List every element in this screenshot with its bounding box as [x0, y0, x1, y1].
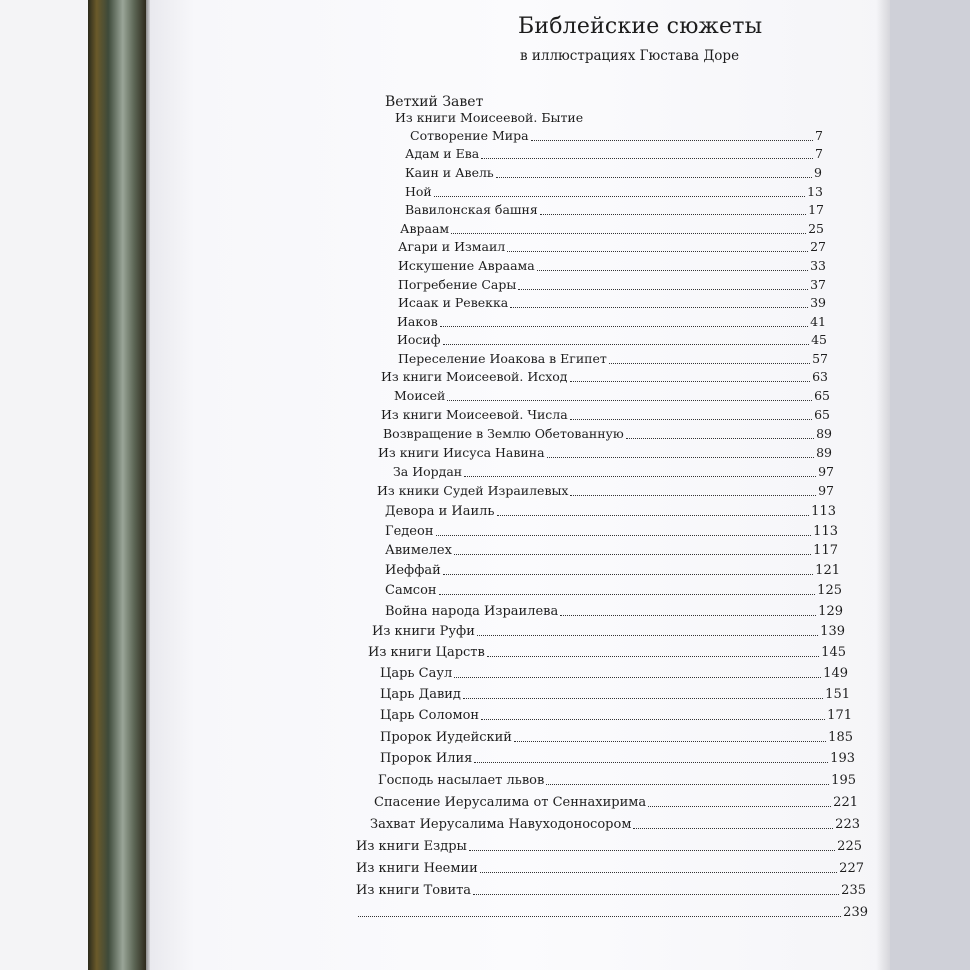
toc-entry-page: 235: [841, 883, 866, 898]
toc-entry-page: 89: [816, 426, 832, 441]
toc-entry-page: 89: [816, 445, 832, 460]
toc-leader-dots: [540, 214, 806, 215]
toc-entry-page: 223: [835, 817, 860, 832]
toc-entry-title: Переселение Иоакова в Египет: [398, 351, 607, 366]
toc-entry-title: За Иордан: [393, 464, 463, 479]
toc-leader-dots: [454, 554, 811, 555]
toc-entry-page: 27: [810, 239, 826, 254]
toc-entry: [400, 223, 824, 236]
toc-entry: [380, 667, 848, 680]
book-title: Библейские сюжеты: [518, 14, 763, 39]
toc-entry-page: 125: [817, 583, 842, 598]
page-edge-shadow: [876, 0, 890, 970]
toc-entry-title: Царь Давид: [380, 687, 461, 702]
toc-entry-page: 37: [810, 277, 826, 292]
toc-entry-title: Из кники Судей Израилевых: [377, 483, 569, 498]
toc-entry-page: 17: [808, 202, 824, 217]
toc-entry-page: 45: [811, 332, 827, 347]
toc-leader-dots: [358, 916, 841, 917]
toc-entry-page: 139: [820, 624, 845, 639]
toc-entry-page: 113: [811, 504, 836, 519]
toc-entry-title: Девора и Иаиль: [385, 504, 495, 519]
toc-entry-title: Погребение Сары: [398, 277, 517, 292]
toc-entry-title: Из книги Иисуса Навина: [378, 445, 545, 460]
toc-entry-title: Спасение Иерусалима от Сеннахирима: [374, 795, 647, 810]
toc-entry: [405, 186, 823, 199]
toc-entry-title: Господь насылает львов: [378, 773, 545, 788]
toc-entry-page: 63: [812, 369, 828, 384]
toc-entry-page: 25: [808, 221, 824, 236]
toc-entry-title: Самсон: [385, 583, 437, 598]
toc-entry-title: Иеффай: [385, 563, 441, 578]
toc-entry-page: 97: [818, 483, 834, 498]
toc-leader-dots: [436, 535, 812, 536]
toc-entry-title: Царь Саул: [380, 666, 453, 681]
toc-leader-dots: [473, 894, 839, 895]
toc-entry-title: Война народа Израилева: [385, 604, 559, 619]
toc-entry: [394, 390, 830, 403]
toc-entry-page: 65: [814, 388, 830, 403]
desk-background: [0, 0, 92, 970]
toc-entry-title: Моисей: [394, 388, 446, 403]
toc-entry-page: 33: [810, 258, 826, 273]
book-cover-edge: [88, 0, 146, 970]
toc-leader-dots: [570, 381, 811, 382]
toc-entry: [385, 605, 843, 618]
toc-leader-dots: [487, 656, 819, 657]
toc-leader-dots: [440, 326, 808, 327]
toc-entry: [372, 625, 845, 638]
toc-entry: [380, 688, 850, 701]
toc-entry-page: 121: [815, 563, 840, 578]
toc-entry-title: Гедеон: [385, 524, 434, 539]
toc-entry-title: Возвращение в Землю Обетованную: [383, 426, 624, 441]
toc-leader-dots: [514, 741, 826, 742]
toc-leader-dots: [464, 476, 816, 477]
toc-entry: [356, 884, 866, 897]
toc-entry: [385, 525, 838, 538]
toc-entry: [380, 752, 855, 765]
toc-leader-dots: [496, 177, 812, 178]
toc-entry-page: 117: [813, 543, 838, 558]
toc-entry: [378, 774, 856, 787]
toc-entry-page: 227: [839, 861, 864, 876]
toc-leader-dots: [626, 438, 814, 439]
toc-entry: [385, 544, 838, 557]
toc-entry: [405, 167, 822, 180]
toc-entry-title: Адам и Ева: [405, 146, 480, 161]
toc-entry-page: 41: [810, 314, 826, 329]
toc-entry: [398, 279, 826, 292]
toc-entry-title: Из книги Ездры: [356, 839, 467, 854]
toc-entry-page: 129: [818, 604, 843, 619]
toc-leader-dots: [443, 344, 810, 345]
toc-entry: [381, 371, 828, 384]
toc-entry-page: 65: [814, 407, 830, 422]
toc-leader-dots: [463, 698, 823, 699]
toc-entry-title: Из книги Руфи: [372, 624, 475, 639]
toc-entry-page: 225: [837, 839, 862, 854]
toc-entry: [356, 862, 864, 875]
toc-entry-page: 97: [818, 464, 834, 479]
toc-leader-dots: [546, 784, 829, 785]
toc-entry-title: Царь Соломон: [380, 708, 480, 723]
toc-entry: [368, 646, 846, 659]
toc-leader-dots: [507, 251, 808, 252]
toc-entry: [398, 241, 826, 254]
toc-leader-dots: [510, 307, 808, 308]
toc-entry-title: Исаак и Ревекка: [398, 295, 509, 310]
toc-entry-page: 145: [821, 645, 846, 660]
toc-entry-title: Иаков: [397, 314, 438, 329]
toc-entry: [393, 466, 834, 479]
toc-entry: [378, 447, 832, 460]
toc-entry: [377, 485, 834, 498]
toc-leader-dots: [454, 677, 821, 678]
toc-leader-dots: [648, 806, 831, 807]
toc-entry-page: 113: [813, 524, 838, 539]
toc-entry-title: Из книги Царств: [368, 645, 485, 660]
toc-entry-page: 239: [843, 905, 868, 920]
toc-leader-dots: [547, 457, 815, 458]
toc-entry-title: Сотворение Мира: [410, 128, 529, 143]
toc-entry: [385, 505, 836, 518]
toc-leader-dots: [443, 574, 813, 575]
toc-leader-dots: [570, 495, 816, 496]
toc-entry-page: 39: [810, 295, 826, 310]
toc-section-heading: Ветхий Завет: [385, 94, 484, 110]
toc-entry-page: 171: [827, 708, 852, 723]
toc-leader-dots: [451, 233, 806, 234]
toc-entry: [410, 130, 823, 143]
toc-leader-dots: [481, 719, 825, 720]
toc-entry: [405, 148, 823, 161]
toc-entry-page: 7: [815, 146, 823, 161]
toc-entry-title: Искушение Авраама: [398, 258, 535, 273]
toc-entry: [395, 110, 584, 125]
toc-entry: [380, 709, 852, 722]
toc-leader-dots: [439, 594, 816, 595]
toc-leader-dots: [560, 615, 816, 616]
toc-entry-title: Из книги Неемии: [356, 861, 478, 876]
toc-entry: [398, 353, 828, 366]
toc-entry-title: Из книги Товита: [356, 883, 472, 898]
toc-entry-page: 151: [825, 687, 850, 702]
toc-entry: [385, 584, 842, 597]
toc-entry-title: Из книги Моисеевой. Бытие: [395, 110, 584, 125]
toc-entry-title: Авраам: [400, 221, 450, 236]
toc-entry: [356, 840, 862, 853]
toc-entry: [397, 334, 827, 347]
toc-leader-dots: [474, 762, 828, 763]
toc-entry: [405, 204, 824, 217]
toc-entry-page: 7: [815, 128, 823, 143]
toc-leader-dots: [531, 140, 813, 141]
toc-entry-title: Из книги Моисеевой. Числа: [381, 407, 568, 422]
toc-entry-title: Агари и Измаил: [398, 239, 506, 254]
toc-leader-dots: [480, 872, 837, 873]
toc-entry-page: 185: [828, 730, 853, 745]
toc-entry-page: 57: [812, 351, 828, 366]
toc-entry-title: Ной: [405, 184, 432, 199]
toc-entry-title: Каин и Авель: [405, 165, 494, 180]
toc-entry-title: Из книги Моисеевой. Исход: [381, 369, 568, 384]
toc-entry-title: Иосиф: [397, 332, 441, 347]
toc-entry-page: 221: [833, 795, 858, 810]
toc-entry: [374, 796, 858, 809]
toc-entry-title: Захват Иерусалима Навуходоносором: [370, 817, 632, 832]
toc-leader-dots: [609, 363, 810, 364]
toc-leader-dots: [570, 419, 812, 420]
toc-entry-page: 149: [823, 666, 848, 681]
toc-entry: [381, 409, 830, 422]
toc-entry: [398, 297, 826, 310]
toc-leader-dots: [481, 158, 813, 159]
toc-entry: [385, 564, 840, 577]
toc-entry-page: 195: [831, 773, 856, 788]
toc-entry-title: Вавилонская башня: [405, 202, 538, 217]
toc-entry-page: 193: [830, 751, 855, 766]
toc-entry: [356, 906, 868, 919]
toc-entry-page: 9: [814, 165, 822, 180]
toc-entry-page: 13: [807, 184, 823, 199]
toc-entry: [370, 818, 860, 831]
toc-leader-dots: [518, 289, 808, 290]
toc-leader-dots: [633, 828, 833, 829]
toc-leader-dots: [447, 400, 812, 401]
toc-entry: [380, 731, 853, 744]
toc-entry: [397, 316, 826, 329]
toc-entry-title: Авимелех: [385, 543, 452, 558]
toc-entry-title: Пророк Иудейский: [380, 730, 512, 745]
toc-leader-dots: [469, 850, 835, 851]
toc-leader-dots: [497, 515, 810, 516]
toc-entry: [398, 260, 826, 273]
toc-leader-dots: [434, 196, 805, 197]
toc-entry: [383, 428, 832, 441]
toc-leader-dots: [537, 270, 808, 271]
toc-leader-dots: [477, 635, 818, 636]
toc-entry-title: Пророк Илия: [380, 751, 473, 766]
book-subtitle: в иллюстрациях Гюстава Доре: [520, 48, 740, 64]
